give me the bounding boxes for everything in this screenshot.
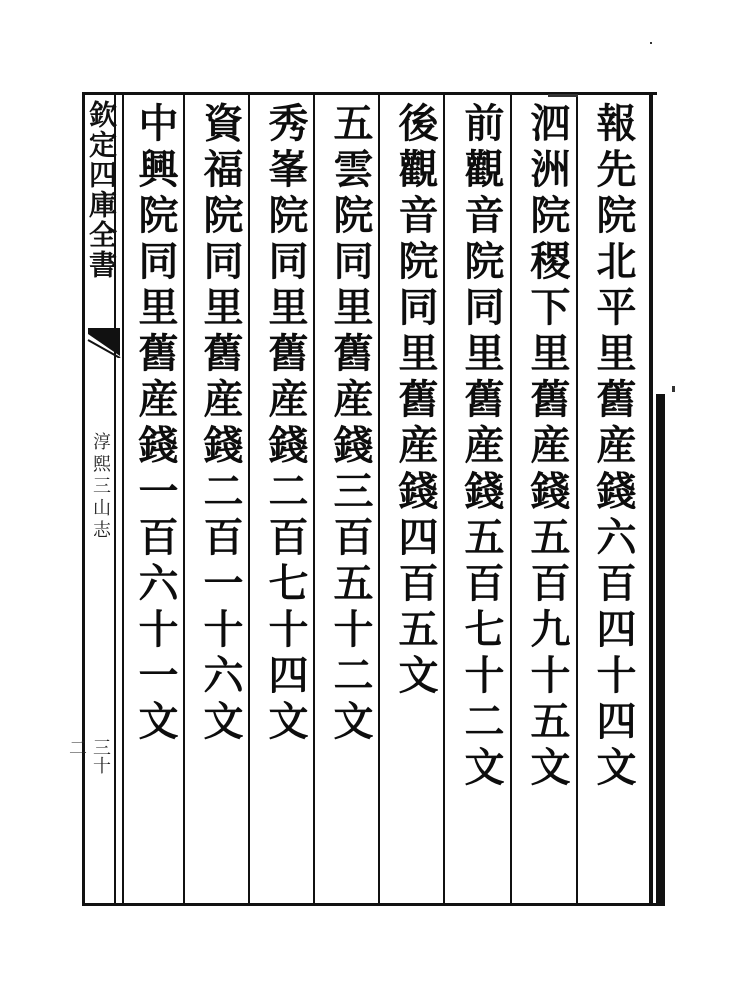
print-speck (548, 94, 578, 97)
frame-right-thick-border (656, 394, 665, 906)
text-column: 前觀音院同里舊産錢五百七十二文 (458, 102, 505, 792)
fish-tail-mark-icon (86, 328, 122, 358)
gutter-folio-number: 三十二 (66, 738, 111, 774)
column-divider (576, 92, 578, 906)
frame-right-border (649, 92, 653, 906)
text-column: 報先院北平里舊産錢六百四十四文 (590, 102, 637, 792)
column-divider (443, 92, 445, 906)
print-speck (672, 386, 675, 392)
text-column: 後觀音院同里舊産錢四百五文 (392, 102, 439, 700)
column-divider (510, 92, 512, 906)
print-speck (650, 42, 652, 44)
text-column: 中興院同里舊産錢一百六十一文 (132, 102, 179, 746)
text-column: 資福院同里舊産錢二百一十六文 (197, 102, 244, 746)
frame-bottom-border (82, 903, 657, 906)
column-divider (183, 92, 185, 906)
text-column: 泗洲院稷下里舊産錢五百九十五文 (524, 102, 571, 792)
text-column: 秀峯院同里舊産錢二百七十四文 (262, 102, 309, 746)
column-divider (378, 92, 380, 906)
column-divider (313, 92, 315, 906)
text-column: 五雲院同里舊産錢三百五十二文 (327, 102, 374, 746)
gutter-line-right (122, 92, 124, 906)
gutter-book-title: 淳熙三山志 (90, 432, 111, 542)
gutter-collection-title: 欽定四庫全書 (85, 100, 118, 280)
column-divider (248, 92, 250, 906)
